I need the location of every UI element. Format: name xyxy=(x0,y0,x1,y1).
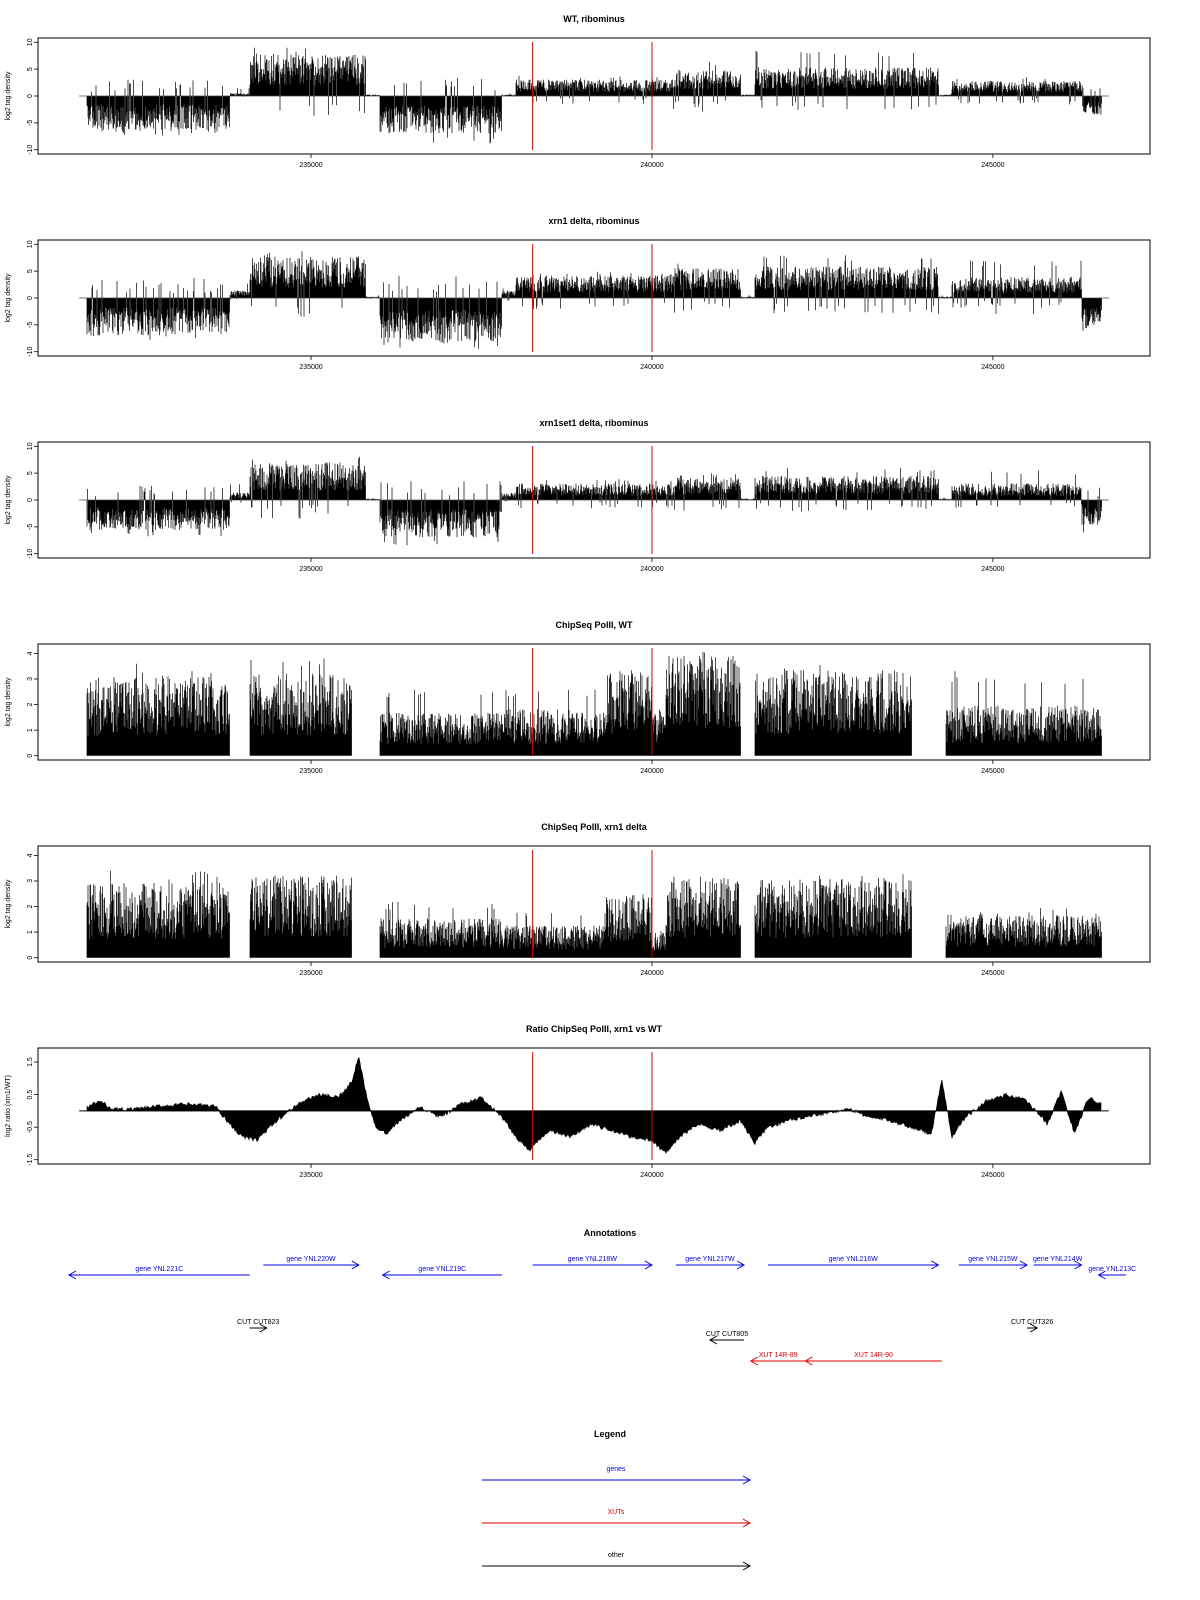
x-tick-label: 240000 xyxy=(640,970,664,977)
y-tick-label: 5 xyxy=(27,269,34,274)
y-tick-label: -5 xyxy=(27,523,34,530)
xut-feature xyxy=(751,1352,806,1365)
gene-feature xyxy=(768,1256,938,1269)
y-tick-label: 0 xyxy=(27,94,34,98)
feature-label: gene YNL215W xyxy=(968,1256,1018,1263)
x-tick-label: 245000 xyxy=(981,364,1005,371)
gene-feature xyxy=(1088,1266,1136,1279)
y-tick-label: -0.5 xyxy=(27,1121,34,1134)
y-tick-label: -10 xyxy=(27,346,34,357)
signal-panels xyxy=(5,14,1150,1179)
panel-title: Ratio ChipSeq PolII, xrn1 vs WT xyxy=(525,1024,663,1034)
annotations-title: Annotations xyxy=(583,1228,637,1238)
x-tick-label: 235000 xyxy=(299,970,323,977)
signal-bars xyxy=(87,871,1102,958)
x-tick-label: 240000 xyxy=(640,364,664,371)
x-tick-label: 235000 xyxy=(299,566,323,573)
y-axis xyxy=(27,1057,38,1166)
legend-label: genes xyxy=(606,1466,626,1473)
y-tick-label: 10 xyxy=(27,442,34,451)
feature-label: CUT CUT805 xyxy=(705,1331,749,1338)
panel-6 xyxy=(5,1024,1150,1179)
x-tick-label: 240000 xyxy=(640,1172,664,1179)
legend-item xyxy=(482,1552,750,1570)
y-tick-label: 0 xyxy=(27,296,34,300)
plot-area xyxy=(79,251,1109,348)
y-axis xyxy=(27,651,38,757)
y-axis-label: log2 tag density xyxy=(5,273,12,323)
x-tick-label: 240000 xyxy=(640,566,664,573)
cut-feature xyxy=(706,1331,748,1344)
y-tick-label: 2 xyxy=(27,904,34,909)
feature-label: gene YNL218W xyxy=(567,1256,617,1263)
x-tick-label: 240000 xyxy=(640,162,664,169)
panel-title: xrn1set1 delta, ribominus xyxy=(539,418,649,428)
y-tick-label: 5 xyxy=(27,471,34,476)
gene-feature xyxy=(1033,1256,1083,1269)
y-axis xyxy=(27,853,38,959)
y-tick-label: 1.5 xyxy=(27,1057,34,1067)
feature-label: gene YNL213C xyxy=(1088,1266,1137,1273)
x-tick-label: 235000 xyxy=(299,768,323,775)
x-tick-label: 235000 xyxy=(299,1172,323,1179)
plot-area xyxy=(79,48,1109,144)
ratio-area xyxy=(87,1058,1101,1154)
x-tick-label: 245000 xyxy=(981,970,1005,977)
gene-feature xyxy=(383,1266,502,1279)
panel-5 xyxy=(5,822,1150,977)
annotations-track xyxy=(69,1228,1136,1365)
y-tick-label: -5 xyxy=(27,119,34,126)
x-tick-label: 235000 xyxy=(299,162,323,169)
y-tick-label: 0 xyxy=(27,955,34,960)
legend xyxy=(482,1429,750,1570)
y-tick-label: 0.5 xyxy=(27,1089,34,1100)
y-axis-label: log2 tag density xyxy=(5,677,12,727)
panel-title: WT, ribominus xyxy=(563,14,625,24)
y-axis-label: log2 tag density xyxy=(5,475,12,525)
y-tick-label: 3 xyxy=(27,677,34,681)
x-tick-label: 245000 xyxy=(981,768,1005,775)
plot-area xyxy=(79,457,1109,546)
x-tick-label: 245000 xyxy=(981,1172,1005,1179)
cut-feature xyxy=(237,1319,279,1332)
y-tick-label: -10 xyxy=(27,144,34,155)
x-axis xyxy=(299,558,1004,573)
plot-area xyxy=(87,871,1102,958)
x-tick-label: 245000 xyxy=(981,566,1005,573)
gene-feature xyxy=(959,1256,1027,1269)
plot-area xyxy=(79,1058,1109,1154)
y-tick-label: 2 xyxy=(27,702,34,707)
signal-bars xyxy=(87,48,1102,144)
y-tick-label: 0 xyxy=(27,753,34,758)
feature-label: gene YNL217W xyxy=(685,1256,735,1263)
y-tick-label: 3 xyxy=(27,879,34,883)
x-tick-label: 240000 xyxy=(640,768,664,775)
y-tick-label: 4 xyxy=(27,651,34,656)
y-axis xyxy=(27,38,38,154)
panel-title: xrn1 delta, ribominus xyxy=(548,216,640,226)
panel-title: ChipSeq PolII, WT xyxy=(555,620,633,630)
y-axis-label: log2 tag density xyxy=(5,71,12,121)
x-axis xyxy=(299,962,1004,977)
x-axis xyxy=(299,760,1004,775)
y-axis xyxy=(27,240,38,356)
legend-item xyxy=(482,1509,750,1527)
feature-label: gene YNL221C xyxy=(135,1266,184,1273)
signal-bars xyxy=(87,652,1102,756)
y-axis-label: log2 tag density xyxy=(5,879,12,929)
legend-label: XUTs xyxy=(607,1509,625,1516)
y-axis xyxy=(27,442,38,558)
panel-1 xyxy=(5,14,1150,169)
cut-feature xyxy=(1011,1319,1053,1332)
y-tick-label: 10 xyxy=(27,38,34,47)
panel-3 xyxy=(5,418,1150,573)
y-tick-label: -1.5 xyxy=(27,1153,34,1166)
y-tick-label: -5 xyxy=(27,321,34,328)
y-tick-label: 10 xyxy=(27,240,34,249)
gene-feature xyxy=(533,1256,652,1269)
x-tick-label: 235000 xyxy=(299,364,323,371)
feature-label: CUT CUT823 xyxy=(237,1319,280,1326)
feature-label: gene YNL219C xyxy=(418,1266,467,1273)
x-axis xyxy=(299,1164,1004,1179)
y-tick-label: 1 xyxy=(27,930,34,935)
y-tick-label: 4 xyxy=(27,853,34,858)
gene-feature xyxy=(69,1266,250,1279)
feature-label: XUT 14R-90 xyxy=(854,1352,893,1359)
feature-label: XUT 14R-89 xyxy=(758,1352,798,1359)
legend-title: Legend xyxy=(593,1429,627,1439)
y-tick-label: -10 xyxy=(27,548,34,559)
x-axis xyxy=(299,154,1004,169)
gene-feature xyxy=(676,1256,744,1269)
gene-feature xyxy=(263,1256,358,1269)
panel-4 xyxy=(5,620,1150,775)
y-axis-label: log2 ratio (xrn1/WT) xyxy=(5,1075,12,1137)
x-tick-label: 245000 xyxy=(981,162,1005,169)
feature-label: gene YNL216W xyxy=(828,1256,878,1263)
y-tick-label: 0 xyxy=(27,498,34,502)
x-axis xyxy=(299,356,1004,371)
legend-label: other xyxy=(608,1552,624,1559)
plot-area xyxy=(87,652,1102,756)
signal-bars xyxy=(87,251,1102,348)
y-tick-label: 5 xyxy=(27,67,34,72)
panel-2 xyxy=(5,216,1150,371)
xut-feature xyxy=(805,1352,941,1365)
feature-label: CUT CUT326 xyxy=(1010,1319,1054,1326)
legend-item xyxy=(482,1466,750,1484)
feature-label: gene YNL220W xyxy=(286,1256,336,1263)
signal-bars xyxy=(87,457,1102,546)
panel-title: ChipSeq PolII, xrn1 delta xyxy=(541,822,647,832)
y-tick-label: 1 xyxy=(27,728,34,733)
feature-label: gene YNL214W xyxy=(1033,1256,1083,1263)
